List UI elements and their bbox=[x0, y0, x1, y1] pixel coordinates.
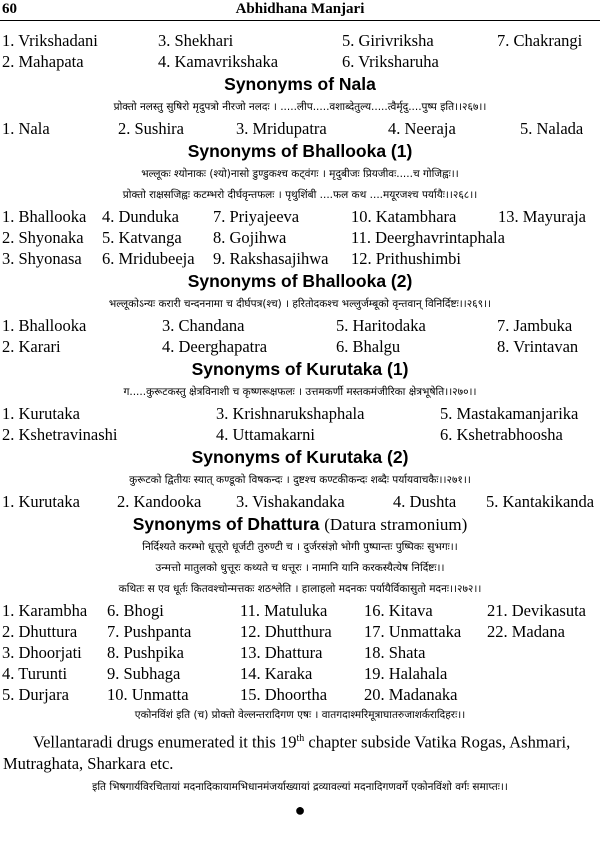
synonym-section bbox=[0, 72, 600, 139]
synonym-item: 2. Kshetravinashi bbox=[2, 425, 118, 444]
synonym-row bbox=[0, 403, 600, 424]
sanskrit-verse: कथितः स एव धूर्तः कितवश्चोन्मत्तकः शठश्लेति । हालाहलो मदनकः पर्यायैर्विकासुतो मदनः।।२७२।। bbox=[118, 583, 482, 595]
sanskrit-verse: भल्लूकोऽन्यः करारी चन्दननामा च दीर्घपत्र(श्च) । हरितोदकश्च भल्लुर्जम्बूको वृन्तवान् विनिर्दिष्टः।।२६९।। bbox=[108, 298, 492, 310]
synonym-item: 13. Mayuraja bbox=[498, 207, 586, 226]
synonym-item: 3. Krishnarukshaphala bbox=[216, 404, 365, 423]
synonym-item: 9. Subhaga bbox=[107, 664, 181, 683]
running-title: Abhidhana Manjari bbox=[235, 1, 365, 17]
section-title bbox=[0, 72, 600, 97]
end-bullet: ● bbox=[294, 799, 306, 820]
synonym-item: 2. Mahapata bbox=[2, 52, 84, 71]
synonym-item: 19. Halahala bbox=[364, 664, 448, 683]
synonym-item: 12. Prithushimbi bbox=[351, 249, 462, 268]
section-title bbox=[0, 269, 600, 294]
paragraph-part: Vellantaradi drugs enumerated it this 19 bbox=[33, 732, 297, 752]
synonym-item: 22. Madana bbox=[487, 622, 565, 641]
synonym-item: 1. Nala bbox=[2, 119, 50, 138]
sanskrit-verse: प्रोक्तो राक्षसजिह्वः कटम्भरो दीर्घवृन्तफलः । पृथुशिंबी ....फल कथ ....मयूरजश्च पर्यायैः।।२६८।। bbox=[122, 189, 478, 201]
synonym-row bbox=[0, 600, 600, 621]
synonym-item: 3. Mridupatra bbox=[236, 119, 327, 138]
section-title bbox=[0, 139, 600, 164]
synonym-item: 8. Pushpika bbox=[107, 643, 185, 662]
synonym-row bbox=[0, 227, 600, 248]
synonym-item: 7. Jambuka bbox=[497, 316, 573, 335]
synonym-item: 7. Priyajeeva bbox=[213, 207, 300, 226]
synonym-item: 16. Kitava bbox=[364, 601, 433, 620]
synonym-item: 12. Dhutthura bbox=[240, 622, 332, 641]
synonym-item: 1. Bhallooka bbox=[2, 316, 87, 335]
synonym-item: 7. Chakrangi bbox=[497, 31, 583, 50]
synonym-item: 4. Deerghapatra bbox=[162, 337, 268, 356]
synonym-item: 3. Shekhari bbox=[158, 31, 234, 50]
synonym-row bbox=[0, 621, 600, 642]
synonym-item: 1. Vrikshadani bbox=[2, 31, 98, 50]
sanskrit-verse: निर्दिश्यते करम्भो धूत्तूरो धूर्जटी तुरुण्टी च । दुर्जरसंज्ञो भोगी पुष्पान्तः पुष्पिकः सुभगः।। bbox=[142, 541, 458, 553]
synonym-item: 4. Neeraja bbox=[388, 119, 456, 138]
synonym-item: 21. Devikasuta bbox=[487, 601, 586, 620]
synonym-item: 1. Karambha bbox=[2, 601, 88, 620]
section-title-text: Synonyms of Kurutaka (2) bbox=[191, 447, 409, 467]
sanskrit-verse: कुरूटको द्वितीयः स्यात् कण्डूको विषकन्दः । दुष्टश्च कण्टकीकन्दः शब्दैः पर्यायवाचकैः।।२७१।। bbox=[129, 474, 471, 486]
synonym-item: 20. Madanaka bbox=[364, 685, 458, 704]
synonym-item: 6. Kshetrabhoosha bbox=[440, 425, 563, 444]
section-title bbox=[0, 445, 600, 470]
synonym-section bbox=[0, 269, 600, 357]
synonym-item: 3. Vishakandaka bbox=[236, 492, 345, 511]
synonym-row bbox=[0, 315, 600, 336]
synonym-item: 11. Deerghavrintaphala bbox=[351, 228, 505, 247]
synonym-item: 3. Dhoorjati bbox=[2, 643, 82, 662]
paragraph-part: chapter subside Vatika Rogas, Ashmari, Mutraghata, Sharkara etc. bbox=[3, 732, 571, 773]
synonym-item: 10. Unmatta bbox=[107, 685, 189, 704]
synonym-item: 4. Uttamakarni bbox=[216, 425, 315, 444]
synonym-item: 2. Karari bbox=[2, 337, 61, 356]
page-content bbox=[0, 30, 600, 820]
synonym-item: 8. Vrintavan bbox=[497, 337, 579, 356]
synonym-item: 5. Girivriksha bbox=[342, 31, 434, 50]
synonym-item: 5. Mastakamanjarika bbox=[440, 404, 579, 423]
section-title bbox=[0, 357, 600, 382]
synonym-item: 11. Matuluka bbox=[240, 601, 328, 620]
synonym-item: 1. Kurutaka bbox=[2, 492, 80, 511]
synonym-item: 2. Dhuttura bbox=[2, 622, 78, 641]
section-title bbox=[0, 512, 600, 537]
synonym-section bbox=[0, 445, 600, 512]
section-title-text: Synonyms of Nala bbox=[224, 74, 376, 94]
synonym-item: 15. Dhoortha bbox=[240, 685, 328, 704]
synonym-row bbox=[0, 663, 600, 684]
synonym-row bbox=[0, 491, 600, 512]
sanskrit-verse: भल्लूकः श्योनाकः (श्यो)नासो डुण्डुकश्च कट्वंगः । मृदुबीजः प्रियजीवः.....च गोजिह्वः।। bbox=[141, 168, 459, 180]
synonym-row bbox=[0, 206, 600, 227]
sanskrit-verse: उन्मत्तो मातुलको धुत्तूरः कथ्यते च धत्तूरः । नामानि यानि करकस्यैत्येष निर्दिष्टः।। bbox=[155, 562, 445, 574]
synonym-item: 6. Mridubeeja bbox=[102, 249, 195, 268]
synonym-section bbox=[0, 139, 600, 269]
synonym-item: 5. Nalada bbox=[520, 119, 584, 138]
synonym-item: 18. Shata bbox=[364, 643, 426, 662]
page-header bbox=[0, 0, 600, 22]
synonym-item: 4. Turunti bbox=[2, 664, 68, 683]
section-title-text: Synonyms of Bhallooka (1) bbox=[187, 141, 413, 161]
synonym-item: 6. Vriksharuha bbox=[342, 52, 439, 71]
synonym-item: 5. Haritodaka bbox=[336, 316, 426, 335]
synonym-item: 10. Katambhara bbox=[351, 207, 457, 226]
synonym-item: 3. Chandana bbox=[162, 316, 245, 335]
synonym-item: 7. Pushpanta bbox=[107, 622, 192, 641]
synonym-row bbox=[0, 424, 600, 445]
synonym-row bbox=[0, 642, 600, 663]
synonym-item: 8. Gojihwa bbox=[213, 228, 287, 247]
synonym-item: 6. Bhogi bbox=[107, 601, 164, 620]
synonym-row bbox=[0, 336, 600, 357]
synonym-section bbox=[0, 512, 600, 705]
synonym-item: 5. Kantakikanda bbox=[486, 492, 595, 511]
synonym-item: 1. Kurutaka bbox=[2, 404, 80, 423]
section-title-text: Synonyms of Kurutaka (1) bbox=[191, 359, 409, 379]
sanskrit-verse: ग.....कुरूटकस्तु क्षेत्रविनाशी च कृष्णरूक्षफलः । उत्तमकर्णी मस्तकमंजीरिका क्षेत्रभूषेति।।२७०।। bbox=[123, 386, 477, 398]
synonym-item: 1. Bhallooka bbox=[2, 207, 87, 226]
synonym-item: 2. Shyonaka bbox=[2, 228, 84, 247]
synonym-section bbox=[0, 30, 600, 72]
sanskrit-verse: प्रोक्तो नलस्तु सुषिरो मृदुपत्रो नीरजो नलदः । .....लीप.....वशाब्देतुल्य.....त्वैर्मृदु....पुष्प इति।।२६७।। bbox=[113, 101, 487, 113]
synonym-item: 4. Dushta bbox=[393, 492, 457, 511]
synonym-item: 2. Sushira bbox=[118, 119, 184, 138]
synonym-item: 14. Karaka bbox=[240, 664, 313, 683]
section-title-botanical: (Datura stramonium) bbox=[324, 515, 468, 534]
synonym-item: 13. Dhattura bbox=[240, 643, 323, 662]
synonym-row bbox=[0, 30, 600, 51]
section-title-text: Synonyms of Dhattura bbox=[132, 514, 320, 534]
synonym-item: 2. Kandooka bbox=[117, 492, 202, 511]
synonym-item: 5. Katvanga bbox=[102, 228, 182, 247]
synonym-item: 9. Rakshasajihwa bbox=[213, 249, 329, 268]
synonym-item: 3. Shyonasa bbox=[2, 249, 82, 268]
english-paragraph bbox=[0, 728, 600, 774]
synonym-row bbox=[0, 684, 600, 705]
synonym-section bbox=[0, 357, 600, 445]
synonym-item: 6. Bhalgu bbox=[336, 337, 401, 356]
colophon-verse: इति भिषगार्यविरचितायां मदनादिकायामभिधानमंजर्याख्यायां द्रव्यावल्यां मदनादिगणवर्गे एकोनविंशो वर्गः समाप्तः।। bbox=[92, 780, 508, 793]
synonym-row bbox=[0, 118, 600, 139]
synonym-item: 5. Durjara bbox=[2, 685, 69, 704]
synonym-row bbox=[0, 248, 600, 269]
page-number: 60 bbox=[2, 1, 17, 17]
synonym-item: 4. Dunduka bbox=[102, 207, 179, 226]
section-title-text: Synonyms of Bhallooka (2) bbox=[187, 271, 413, 291]
ordinal-suffix: th bbox=[296, 733, 305, 744]
synonym-item: 17. Unmattaka bbox=[364, 622, 462, 641]
synonym-item: 4. Kamavrikshaka bbox=[158, 52, 279, 71]
header-rule bbox=[0, 20, 600, 21]
closing-verse: एकोनविंशं इति (च) प्रोक्तो वेल्लन्तरादिगण एषः । वातगदाश्मरिमूत्राघातरुजाशर्करादिहरः।। bbox=[134, 709, 466, 721]
synonym-row bbox=[0, 51, 600, 72]
